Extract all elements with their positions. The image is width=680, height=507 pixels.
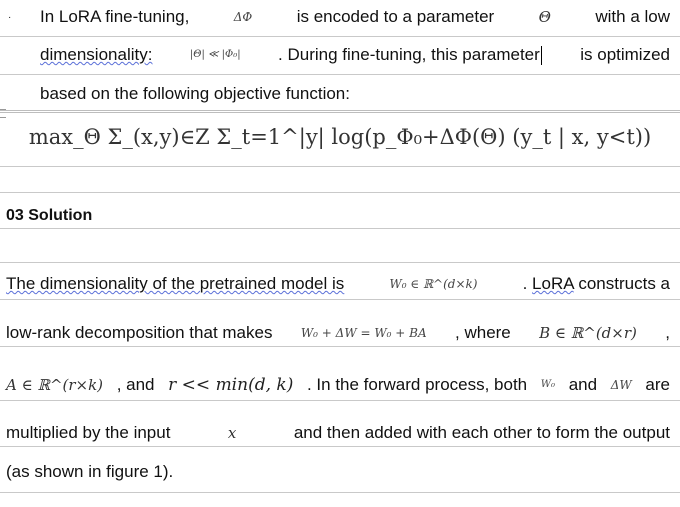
line-guide: [0, 166, 680, 167]
math-dimension-inequality: |Θ| ≪ |Φ₀|: [189, 49, 241, 60]
math-rank-constraint: r << min(d, k): [168, 375, 294, 395]
line-guide: [0, 346, 680, 347]
text-run: based on the following objective function:: [40, 84, 350, 103]
math-b-dims: B ∈ ℝ^(d×r): [539, 324, 637, 342]
line-guide: [0, 74, 680, 75]
text-run: . In the forward process, both: [306, 375, 528, 394]
text-run: (as shown in figure 1).: [6, 462, 174, 481]
line-guide: [0, 36, 680, 37]
objective-equation: max_Θ Σ_(x,y)∈Z Σ_t=1^|y| log(p_Φ₀+ΔΦ(Θ) (y_t | x, y<t)): [28, 125, 652, 149]
text-run: is encoded to a parameter: [296, 7, 495, 26]
text-run: . LoRA constructs a: [522, 274, 670, 293]
line-guide: [0, 492, 680, 493]
math-delta-w: ΔW: [610, 378, 632, 392]
text-run: and: [568, 375, 598, 394]
line-guide: [0, 192, 680, 193]
section-heading: 03 Solution: [6, 207, 93, 224]
text-run: , and: [116, 375, 155, 394]
paragraph-line[interactable]: [6, 422, 670, 444]
paragraph-line[interactable]: [6, 461, 670, 483]
text-run: The dimensionality of the pretrained model is: [6, 274, 345, 293]
section-divider: [0, 110, 680, 113]
paragraph-line[interactable]: [6, 374, 670, 396]
text-run: dimensionality:: [40, 45, 153, 64]
line-guide: [0, 400, 680, 401]
text-run: is optimized: [580, 45, 670, 64]
text-run: low-rank decomposition that makes: [6, 323, 273, 342]
text-run: with a low: [595, 7, 670, 26]
paragraph-line[interactable]: [40, 6, 670, 28]
text-run: are: [645, 375, 670, 394]
math-a-dims: A ∈ ℝ^(r×k): [6, 376, 104, 394]
text-run: and then added with each other to form the output: [293, 423, 670, 442]
math-x: x: [227, 424, 237, 442]
text-run: In LoRA fine-tuning,: [40, 7, 190, 26]
paragraph-line[interactable]: [40, 44, 670, 66]
margin-marker: [0, 109, 6, 118]
math-w0: W₀: [540, 379, 556, 390]
math-lowrank-decomp: W₀ + ΔW = W₀ + BA: [300, 326, 427, 340]
line-guide: [0, 299, 680, 300]
paragraph-line[interactable]: [40, 83, 670, 105]
math-delta-phi: ΔΦ: [233, 10, 253, 24]
line-guide: [0, 262, 680, 263]
text-cursor: [541, 46, 542, 65]
line-guide: [0, 228, 680, 229]
math-theta: Θ: [538, 8, 551, 26]
math-w0-dims: W₀ ∈ ℝ^(d×k): [389, 277, 478, 291]
bullet-marker: ·: [8, 12, 12, 23]
text-run: ,: [665, 323, 670, 342]
text-run: . During fine-tuning, this parameter: [278, 45, 540, 64]
text-run: , where: [455, 323, 511, 342]
paragraph-line[interactable]: [6, 273, 670, 295]
line-guide: [0, 446, 680, 447]
paragraph-line[interactable]: [6, 322, 670, 344]
text-run: multiplied by the input: [6, 423, 171, 442]
